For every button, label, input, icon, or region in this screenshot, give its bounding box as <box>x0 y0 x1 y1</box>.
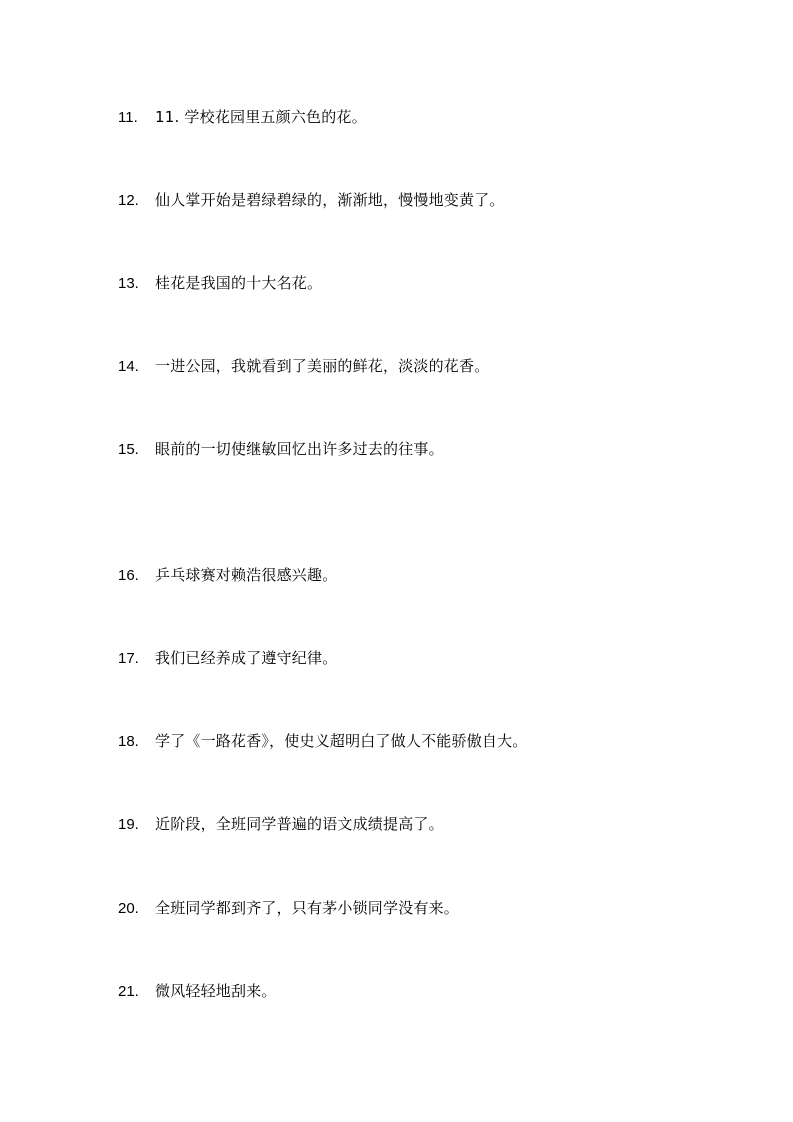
item-number: 14. <box>118 358 139 375</box>
item-text: 我们已经养成了遵守纪律。 <box>155 649 338 667</box>
item-number: 20. <box>118 900 139 917</box>
item-number: 13. <box>118 275 139 292</box>
item-number: 19. <box>118 816 139 833</box>
item-text: 桂花是我国的十大名花。 <box>155 274 323 292</box>
item-number: 15. <box>118 441 139 458</box>
item-text: 全班同学都到齐了，只有茅小锁同学没有来。 <box>155 899 460 917</box>
list-item <box>118 355 489 377</box>
list-item <box>118 564 337 586</box>
item-number: 16. <box>118 567 139 584</box>
list-item <box>118 189 505 211</box>
item-text: 乒乓球赛对赖浩很感兴趣。 <box>155 566 338 584</box>
item-number: 12. <box>118 192 139 209</box>
list-item <box>118 438 444 460</box>
item-text: 眼前的一切使继敏回忆出许多过去的往事。 <box>155 440 444 458</box>
list-item <box>118 813 444 835</box>
item-text: 微风轻轻地刮来。 <box>155 982 277 1000</box>
list-item <box>118 272 322 294</box>
item-number: 18. <box>118 733 139 750</box>
item-text: 近阶段，全班同学普遍的语文成绩提高了。 <box>155 815 444 833</box>
item-text: 11. 学校花园里五颜六色的花。 <box>155 108 367 126</box>
item-text: 仙人掌开始是碧绿碧绿的，渐渐地，慢慢地变黄了。 <box>155 191 505 209</box>
list-item <box>118 106 367 128</box>
item-number: 21. <box>118 983 139 1000</box>
list-item <box>118 980 277 1002</box>
list-item <box>118 647 337 669</box>
item-number: 11. <box>118 109 138 126</box>
item-text: 一进公园，我就看到了美丽的鲜花，淡淡的花香。 <box>155 357 490 375</box>
list-item <box>118 897 459 919</box>
item-number: 17. <box>118 650 139 667</box>
item-text: 学了《一路花香》，使史义超明白了做人不能骄傲自大。 <box>155 732 528 750</box>
list-item <box>118 730 528 752</box>
